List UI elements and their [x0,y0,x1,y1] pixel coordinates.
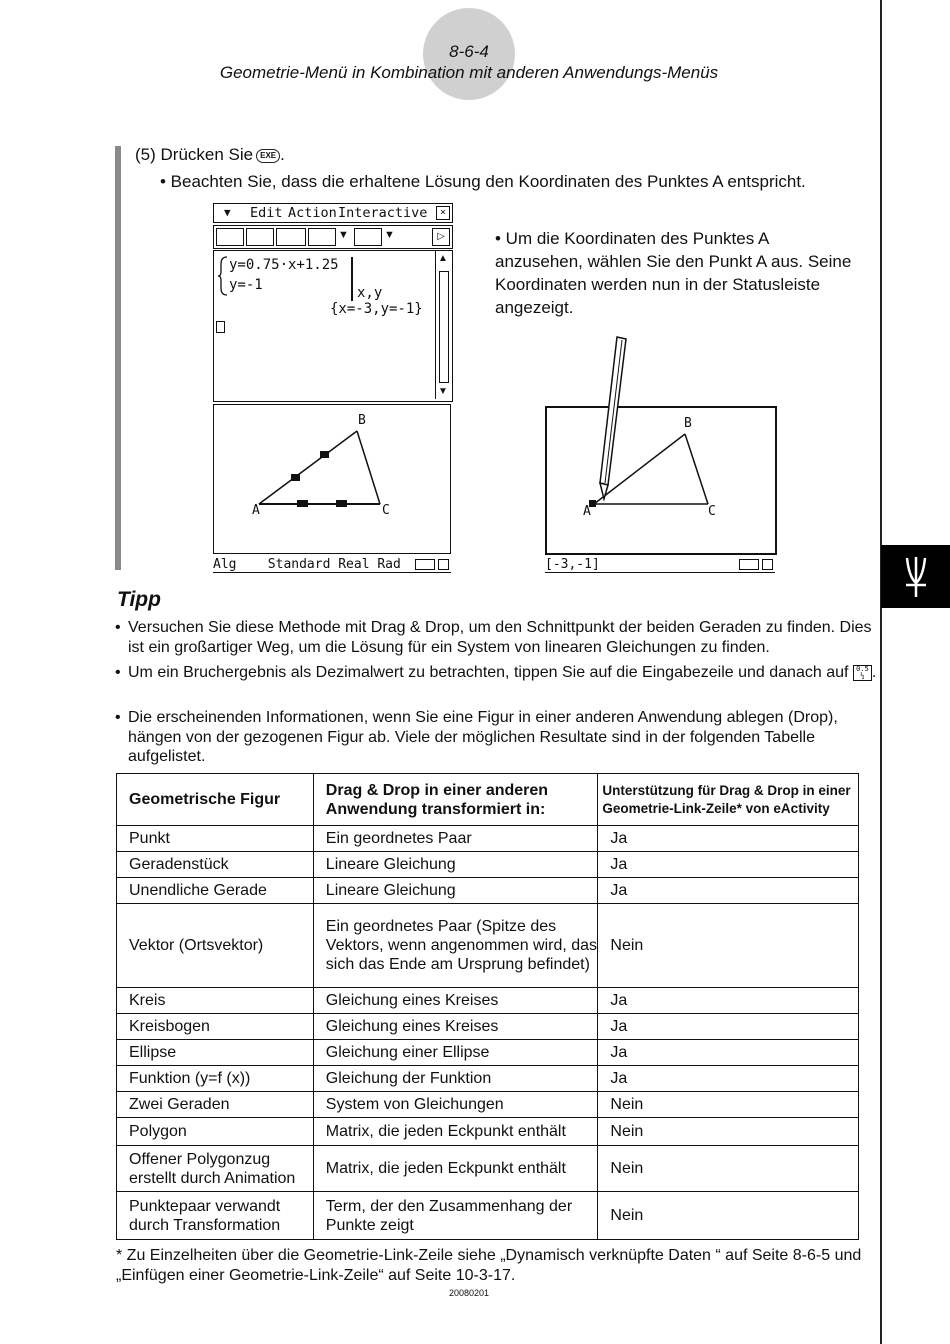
battery-icon [415,559,435,570]
tipp-heading: Tipp [117,588,161,611]
point-label-b: B [358,413,366,428]
cell-support: Ja [598,826,859,852]
stylus-icon [580,335,640,515]
table-row [117,988,859,1014]
status-bar [213,557,451,573]
input-cursor[interactable] [216,321,225,333]
table-row [117,1118,859,1146]
cell-transform: Matrix, die jeden Eckpunkt enthält [313,1146,598,1192]
page-subtitle: Geometrie-Menü in Kombination mit anderen Anwendungs-Menüs [219,63,719,82]
run-icon[interactable] [246,228,274,246]
table-row [117,1014,859,1040]
selection-handle [291,474,300,481]
table-header-row [117,774,859,826]
footnote: * Zu Einzelheiten über die Geometrie-Link-Zeile siehe „Dynamisch verknüpfte Daten “ auf Seite 8-6-5 und „Einfügen einer Geometrie-Link-Zeile“ auf Seite 10-3-17. [116,1247,862,1284]
point-label-a: A [252,503,260,518]
cell-support: Ja [598,1040,859,1066]
toolbar-scroll-right-icon[interactable]: ▷ [432,228,450,246]
point-label-c: C [382,503,390,518]
cell-figure: Zwei Geraden [117,1092,314,1118]
scrollbar[interactable] [435,251,452,399]
table-row [117,904,859,988]
fraction-toggle-icon[interactable] [216,228,244,246]
cell-support: Nein [598,1092,859,1118]
cell-transform: Term, der den Zusammenhang der Punkte zeigt [313,1192,598,1240]
scroll-down-icon[interactable]: ▼ [438,386,448,397]
drag-drop-table [116,773,859,1240]
tipp-item-3-text: Die erscheinenden Informationen, wenn Sie eine Figur in einer anderen Anwendung ablegen (Drop), hängen von der gezogenen Figur ab. Viele der möglichen Resultate sind in der folgenden Tabelle aufgelistet. [128,709,838,765]
cell-support: Nein [598,904,859,988]
cell-figure: Geradenstück [117,852,314,878]
tipp-item-3: • Die erscheinenden Informationen, wenn Sie eine Figur in einer anderen Anwendung ablegen (Drop), hängen von der gezogenen Figur ab. Viele der möglichen Resultate sind in der folgenden Tabelle aufgelistet. [115,709,838,765]
table-row [117,852,859,878]
cell-figure: Punkt [117,826,314,852]
cell-transform: Ein geordnetes Paar [313,826,598,852]
status-text: Alg Standard Real Rad [213,557,401,572]
table-row [117,1146,859,1192]
selection-handle [320,451,329,458]
table-row [117,1192,859,1240]
header-transform: Drag & Drop in einer anderen Anwendung transformiert in: [313,774,598,826]
menu-arrow-icon[interactable]: ▼ [224,206,231,219]
cell-support: Ja [598,852,859,878]
menu-interactive[interactable]: Interactive [338,205,428,221]
window-toggle-icon-2[interactable] [762,559,773,570]
menu-action[interactable]: Action [288,205,337,221]
page-number: 8-6-4 [449,42,489,61]
point-label-c-2: C [708,504,716,519]
cell-transform: Gleichung eines Kreises [313,988,598,1014]
fraction-decimal-toggle-icon: 0.5 ½ [853,665,872,681]
equation-line-1: y=0.75·x+1.25 [229,257,339,273]
cell-transform: Lineare Gleichung [313,852,598,878]
header-support: Unterstützung für Drag & Drop in einer Geometrie-Link-Zeile* von eActivity [598,774,859,826]
cell-transform: Ein geordnetes Paar (Spitze des Vektors, wenn angenommen wird, das sich das Ende am Ursprung befindet) [313,904,598,988]
cell-support: Nein [598,1192,859,1240]
close-icon[interactable]: × [436,206,450,220]
table-row [117,826,859,852]
cell-transform: Matrix, die jeden Eckpunkt enthält [313,1118,598,1146]
status-coordinates: [-3,-1] [545,557,600,572]
geometry-tool-icon[interactable] [354,228,382,246]
cell-transform: System von Gleichungen [313,1092,598,1118]
right-margin-line [880,0,882,1344]
chapter-tab [881,545,950,608]
dropdown-icon[interactable]: ▼ [338,229,349,241]
calc-toolbar [213,225,453,249]
variables: x,y [357,285,383,301]
battery-icon-2 [739,559,759,570]
cell-figure: Offener Polygonzug erstellt durch Animation [117,1146,314,1192]
cell-figure: Vektor (Ortsvektor) [117,904,314,988]
calc-work-area[interactable] [213,250,453,402]
status-bar-2 [545,557,775,573]
date-code: 20080201 [448,1288,490,1298]
selection-handle [336,500,347,507]
cell-figure: Kreisbogen [117,1014,314,1040]
cell-support: Nein [598,1118,859,1146]
side-note: • Um die Koordinaten des Punktes A anzusehen, wählen Sie den Punkt A aus. Seine Koordinaten werden nun in der Statusleiste angezeigt. [495,229,852,317]
cell-transform: Lineare Gleichung [313,878,598,904]
tipp-item-1: • Versuchen Sie diese Methode mit Drag & Drop, um den Schnittpunkt der beiden Geraden zu finden. Dies ist ein großartiger Weg, um die Lösung für ein System von linearen Gleichungen zu finden. [115,619,872,656]
geometry-chapter-icon [895,553,937,599]
dropdown-icon-2[interactable]: ▼ [384,229,395,241]
step-marker-bar [115,146,121,570]
triangle-figure [214,405,450,553]
point-label-a-2: A [583,504,591,519]
solution-result: {x=-3,y=-1} [330,301,423,317]
point-label-b-2: B [684,416,692,431]
cell-figure: Ellipse [117,1040,314,1066]
window-toggle-icon[interactable] [438,559,449,570]
brace-icon [218,256,228,296]
step-text: (5) Drücken Sie [135,145,254,164]
cell-transform: Gleichung der Funktion [313,1066,598,1092]
variable-separator [351,257,353,301]
calc-menubar [213,203,453,223]
table-row [117,1066,859,1092]
equation-line-2: y=-1 [229,277,263,293]
integral-icon[interactable] [308,228,336,246]
cell-support: Ja [598,878,859,904]
selection-handle [297,500,308,507]
scroll-thumb[interactable] [439,271,449,383]
cell-support: Ja [598,1014,859,1040]
table-row [117,1040,859,1066]
tipp-item-2: • Um ein Bruchergebnis als Dezimalwert zu betrachten, tippen Sie auf die Eingabezeile und danach auf 0.5 ½ . [115,664,877,681]
cell-transform: Gleichung eines Kreises [313,1014,598,1040]
geometry-window[interactable] [213,404,451,554]
cell-figure: Funktion (y=f (x)) [117,1066,314,1092]
table-row [117,1092,859,1118]
cell-figure: Punktepaar verwandt durch Transformation [117,1192,314,1240]
menu-edit[interactable]: Edit [250,205,283,221]
tipp-item-2-text: Um ein Bruchergebnis als Dezimalwert zu betrachten, tippen Sie auf die Eingabezeile und danach auf [128,664,849,681]
header-figure: Geometrische Figur [117,774,314,826]
table-row [117,878,859,904]
cell-support: Nein [598,1146,859,1192]
cell-figure: Unendliche Gerade [117,878,314,904]
cell-support: Ja [598,1066,859,1092]
tipp-item-1-text: Versuchen Sie diese Methode mit Drag & Drop, um den Schnittpunkt der beiden Geraden zu finden. Dies ist ein großartiger Weg, um die Lösung für ein System von linearen Gleichungen zu finden. [128,619,872,656]
step-bullet: • Beachten Sie, dass die erhaltene Lösung den Koordinaten des Punktes A entspricht. [160,172,806,191]
cell-figure: Kreis [117,988,314,1014]
cell-transform: Gleichung einer Ellipse [313,1040,598,1066]
derivative-icon[interactable] [276,228,306,246]
exe-key-icon: EXE [256,149,280,163]
cell-figure: Polygon [117,1118,314,1146]
scroll-up-icon[interactable]: ▲ [438,253,448,264]
step-instruction: (5) Drücken Sie EXE . [135,145,285,164]
cell-support: Ja [598,988,859,1014]
